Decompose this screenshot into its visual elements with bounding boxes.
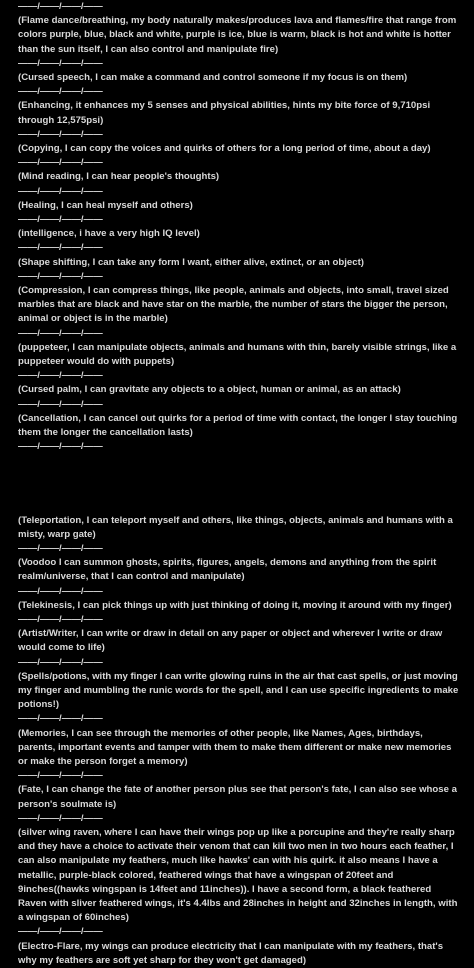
separator: ——/——/——/—— <box>18 542 460 556</box>
document-body <box>18 0 460 968</box>
separator: ——/——/——/—— <box>18 185 460 199</box>
separator: ——/——/——/—— <box>18 613 460 627</box>
separator: ——/——/——/—— <box>18 656 460 670</box>
quirk-cursed-speech: (Cursed speech, I can make a command and control someone if my focus is on them) <box>18 71 460 85</box>
quirk-shape-shifting: (Shape shifting, I can take any form I want, either alive, extinct, or an object) <box>18 256 460 270</box>
quirk-cancellation: (Cancellation, I can cancel out quirks for a period of time with contact, the longer I stay touching them the longer the cancellation lasts) <box>18 412 460 440</box>
quirk-compression: (Compression, I can compress things, like people, animals and objects, into small, travel sized marbles that are black and have star on the marble, the number of stars the bigger the person, animal or object is in the marble) <box>18 284 460 327</box>
separator: ——/——/——/—— <box>18 213 460 227</box>
separator: ——/——/——/—— <box>18 85 460 99</box>
separator: ——/——/——/—— <box>18 925 460 939</box>
quirk-enhancing: (Enhancing, it enhances my 5 senses and physical abilities, hints my bite force of 9,710psi through 12,575psi) <box>18 99 460 127</box>
quirk-healing: (Healing, I can heal myself and others) <box>18 199 460 213</box>
separator: ——/——/——/—— <box>18 0 460 14</box>
separator: ——/——/——/—— <box>18 585 460 599</box>
separator: ——/——/——/—— <box>18 369 460 383</box>
separator: ——/——/——/—— <box>18 270 460 284</box>
quirk-list-part-1 <box>18 0 460 455</box>
separator: ——/——/——/—— <box>18 712 460 726</box>
separator: ——/——/——/—— <box>18 812 460 826</box>
quirk-mind-reading: (Mind reading, I can hear people's thoughts) <box>18 170 460 184</box>
quirk-cursed-palm: (Cursed palm, I can gravitate any objects to a object, human or animal, as an attack) <box>18 383 460 397</box>
quirk-spells-potions: (Spells/potions, with my finger I can write glowing ruins in the air that cast spells, or just moving my finger and mumbling the runic words for the spell, and I can use specific ingredients to make potions!) <box>18 670 460 713</box>
separator: ——/——/——/—— <box>18 241 460 255</box>
quirk-flame-dance: (Flame dance/breathing, my body naturally makes/produces lava and flames/fire that range from colors purple, blue, black and white, purple is ice, blue is warm, black is hot and white is hotter than the sun itself, I can also control and manipulate fire) <box>18 14 460 57</box>
quirk-silver-wing-raven: (silver wing raven, where I can have their wings pop up like a porcupine and they're really sharp and they have a choice to activate their venom that can kill two men in two hours each feather, I can also manipulate my feathers, much like hawks' can with his quirk. it also means I have a metallic, purple-black colored, feathered wings that have a wingspan of 20feet and 9inches((hawks wingspan is 14feet and 11inches)). I have a second form, a black feathered Raven with sliver feathered wings, it's 4.4lbs and 28inches in height and 32inches in length, with a wingspan of 60inches) <box>18 826 460 925</box>
quirk-voodoo: (Voodoo I can summon ghosts, spirits, figures, angels, demons and anything from the spirit realm/universe, that I can control and manipulate) <box>18 556 460 584</box>
quirk-list-part-2 <box>18 514 460 968</box>
quirk-intelligence: (intelligence, i have a very high IQ level) <box>18 227 460 241</box>
separator: ——/——/——/—— <box>18 327 460 341</box>
separator: ——/——/——/—— <box>18 57 460 71</box>
separator: ——/——/——/—— <box>18 128 460 142</box>
separator: ——/——/——/—— <box>18 156 460 170</box>
quirk-artist-writer: (Artist/Writer, I can write or draw in detail on any paper or object and wherever I write or draw would come to life) <box>18 627 460 655</box>
quirk-memories: (Memories, I can see through the memories of other people, like Names, Ages, birthdays, parents, important events and tamper with them to make them different or make new memories or make the person forget a memory) <box>18 727 460 770</box>
separator: ——/——/——/—— <box>18 398 460 412</box>
quirk-copying: (Copying, I can copy the voices and quirks of others for a long period of time, about a day) <box>18 142 460 156</box>
separator: ——/——/——/—— <box>18 769 460 783</box>
quirk-electro-flare: (Electro-Flare, my wings can produce electricity that I can manipulate with my feathers, that's why my feathers are soft yet sharp for they won't get damaged) <box>18 940 460 968</box>
quirk-telekinesis: (Telekinesis, I can pick things up with just thinking of doing it, moving it around with my finger) <box>18 599 460 613</box>
quirk-teleportation: (Teleportation, I can teleport myself and others, like things, objects, animals and humans with a misty, warp gate) <box>18 514 460 542</box>
quirk-fate: (Fate, I can change the fate of another person plus see that person's fate, I can also see whose a person's soulmate is) <box>18 783 460 811</box>
quirk-puppeteer: (puppeteer, I can manipulate objects, animals and humans with thin, barely visible strings, like a puppeteer would do with puppets) <box>18 341 460 369</box>
section-gap <box>18 455 460 514</box>
separator: ——/——/——/—— <box>18 440 460 454</box>
